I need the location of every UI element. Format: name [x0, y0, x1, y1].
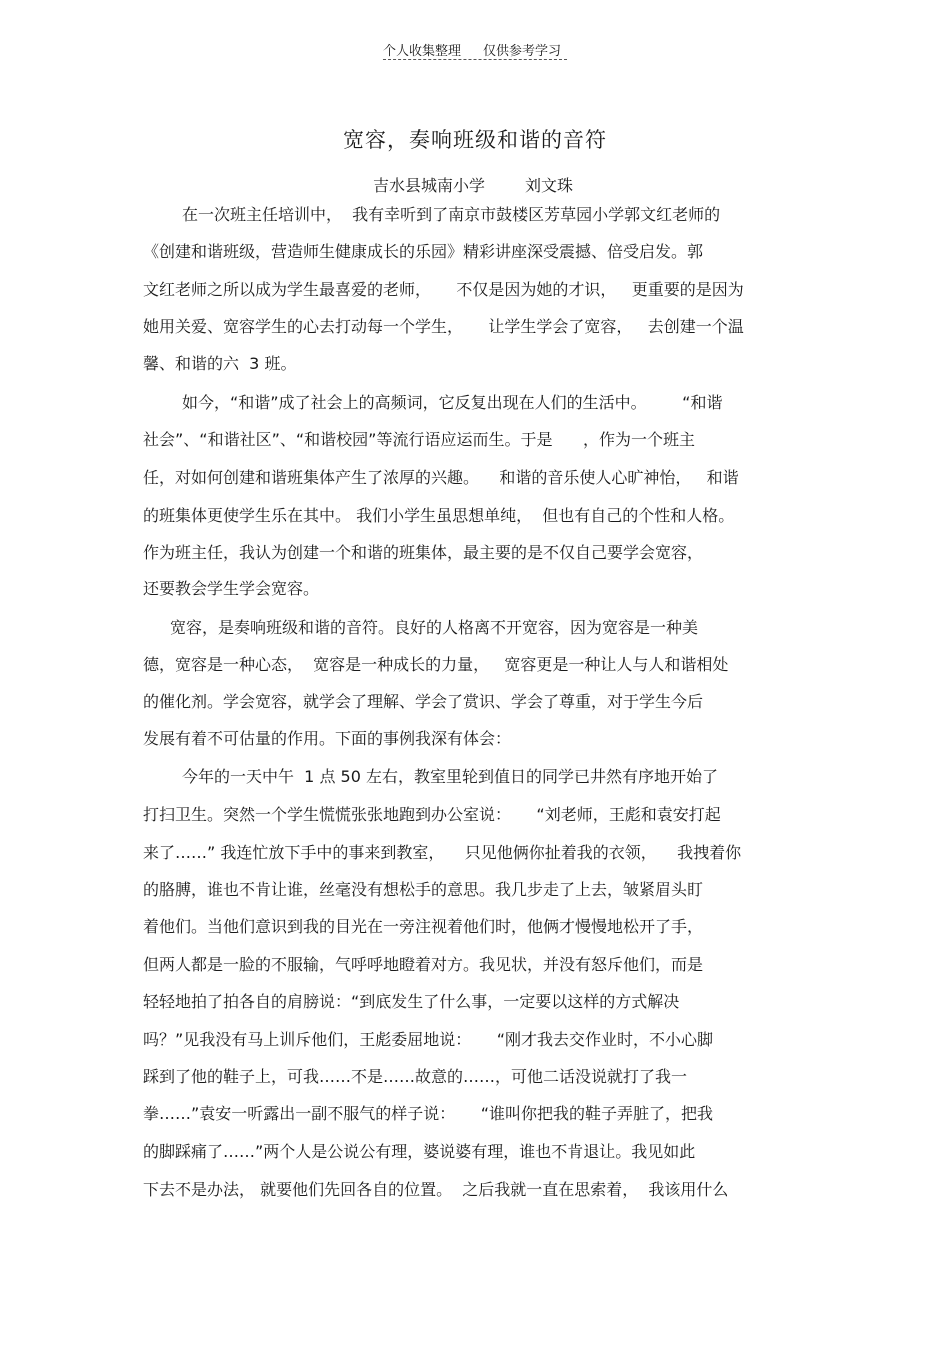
body-line: 社会”、“和谐社区”、“和谐校园”等流行语应运而生。于是 ，作为一个班主 [143, 430, 695, 449]
body-line: 吗？”见我没有马上训斥他们，王彪委屈地说： “刚才我去交作业时，不小心脚 [143, 1030, 714, 1049]
body-line: 下去不是办法， 就要他们先回各自的位置。 之后我就一直在思索着， 我该用什么 [143, 1180, 729, 1199]
body-line: 但两人都是一脸的不服输，气呼呼地瞪着对方。我见状，并没有怒斥他们，而是 [143, 955, 704, 974]
body-line: 轻轻地拍了拍各自的肩膀说：“到底发生了什么事，一定要以这样的方式解决 [143, 992, 680, 1011]
document-title: 宽容，奏响班级和谐的音符 [343, 128, 607, 152]
page-header [383, 38, 567, 60]
author-school: 吉水县城南小学 [373, 176, 486, 195]
header-dashed-rule [383, 59, 567, 60]
body-line: 如今，“和谐”成了社会上的高频词，它反复出现在人们的生活中。 “和谐 [182, 393, 723, 412]
body-line: 打扫卫生。突然一个学生慌慌张张地跑到办公室说： “刘老师，王彪和袁安打起 [143, 805, 721, 824]
author-name: 刘文珠 [525, 176, 574, 195]
body-line: 拳……”袁安一听露出一副不服气的样子说： “谁叫你把我的鞋子弄脏了，把我 [143, 1104, 714, 1123]
body-line: 作为班主任，我认为创建一个和谐的班集体，最主要的是不仅自己要学会宽容， [143, 543, 704, 562]
header-right-text: 仅供参考学习 [483, 44, 562, 59]
body-line: 还要教会学生学会宽容。 [143, 579, 320, 598]
body-line: 今年的一天中午 1 点 50 左右，教室里轮到值日的同学已井然有序地开始了 [182, 767, 718, 786]
body-line: 宽容，是奏响班级和谐的音符。良好的人格离不开宽容，因为宽容是一种美 [170, 618, 699, 637]
body-line: 踩到了他的鞋子上，可我……不是……故意的……，可他二话没说就打了我一 [143, 1067, 688, 1086]
body-line: 德，宽容是一种心态， 宽容是一种成长的力量， 宽容更是一种让人与人和谐相处 [143, 655, 729, 674]
body-line: 任，对如何创建和谐班集体产生了浓厚的兴趣。 和谐的音乐使人心旷神怡， 和谐 [143, 468, 739, 487]
body-line: 的班集体更使学生乐在其中。 我们小学生虽思想单纯， 但也有自己的个性和人格。 [143, 506, 735, 525]
body-line: 《创建和谐班级，营造师生健康成长的乐园》精彩讲座深受震撼、倍受启发。郭 [143, 242, 704, 261]
body-line: 她用关爱、宽容学生的心去打动每一个学生， 让学生学会了宽容， 去创建一个温 [143, 317, 744, 336]
body-line: 发展有着不可估量的作用。下面的事例我深有体会： [143, 729, 512, 748]
body-line: 着他们。当他们意识到我的目光在一旁注视着他们时，他俩才慢慢地松开了手， [143, 917, 704, 936]
body-line: 的脚踩痛了……”两个人是公说公有理，婆说婆有理，谁也不肯退让。我见如此 [143, 1142, 696, 1161]
body-line: 在一次班主任培训中， 我有幸听到了南京市鼓楼区芳草园小学郭文红老师的 [182, 205, 721, 224]
body-line: 文红老师之所以成为学生最喜爱的老师， 不仅是因为她的才识， 更重要的是因为 [143, 280, 744, 299]
body-line: 的胳膊，谁也不肯让谁，丝毫没有想松手的意思。我几步走了上去，皱紧眉头盯 [143, 880, 704, 899]
body-line: 的催化剂。学会宽容，就学会了理解、学会了赏识、学会了尊重，对于学生今后 [143, 692, 704, 711]
author-line [373, 173, 573, 196]
body-line: 来了……” 我连忙放下手中的事来到教室， 只见他俩你扯着我的衣领， 我拽着你 [143, 843, 742, 862]
body-line: 馨、和谐的六 3 班。 [143, 354, 297, 373]
header-left-text: 个人收集整理 [383, 44, 462, 59]
